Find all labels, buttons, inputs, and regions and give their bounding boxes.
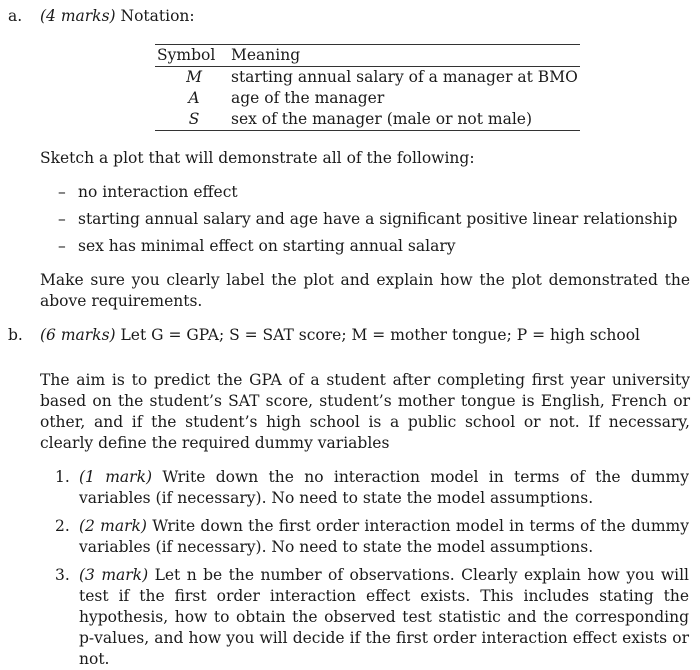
part-a-heading: [40, 6, 195, 27]
part-a-note: Make sure you clearly label the plot and explain how the plot demonstrated the above requirements.: [40, 271, 690, 310]
list-item: [79, 565, 689, 670]
bullet-dash: –: [58, 237, 66, 255]
bullet-item: no interaction effect: [78, 183, 238, 201]
bullet-item: sex has minimal effect on starting annual salary: [78, 237, 456, 255]
part-b-label: b.: [8, 326, 23, 344]
item-text: Write down the first order interaction model in terms of the dummy variables (if necessary). No need to state the model assumptions.: [79, 517, 690, 556]
part-a-instruction: Sketch a plot that will demonstrate all of the following:: [40, 149, 475, 167]
bullet-item: starting annual salary and age have a significant positive linear relationship: [78, 210, 678, 228]
bullet-dash: –: [58, 210, 66, 228]
item-text: Let n be the number of observations. Clearly explain how you will test if the first order interaction effect exists. This includes stating the hypothesis, how to obtain the observed test statistic and the corresponding p-values, and how you will decide if the first order interaction effect exists or not.: [79, 566, 689, 668]
item-marks: (3 mark): [79, 566, 149, 584]
item-number: 1.: [55, 468, 70, 486]
notation-header-row: [155, 45, 580, 67]
item-number: 3.: [55, 566, 70, 584]
symbol-cell: S: [155, 109, 231, 131]
meaning-cell: starting annual salary of a manager at BMO: [231, 68, 578, 86]
part-b-definitions: Let G = GPA; S = SAT score; M = mother tongue; P = high school: [120, 326, 640, 344]
meaning-cell: age of the manager: [231, 89, 385, 107]
part-b-heading: [40, 325, 640, 346]
part-a-title: Notation:: [120, 7, 195, 25]
list-item: [79, 516, 689, 558]
meaning-cell: sex of the manager (male or not male): [231, 109, 580, 131]
part-a-marks: (4 marks): [40, 7, 116, 25]
part-b-aim: The aim is to predict the GPA of a student after completing first year university based on the student’s SAT score, student’s mother tongue is English, French or other, and if the student’s high school is a public school or not. If necessary, clearly define the required dummy variables: [40, 371, 690, 452]
table-row: [155, 88, 580, 109]
table-row: [155, 67, 580, 89]
list-item: [79, 467, 689, 509]
item-marks: (2 mark): [79, 517, 147, 535]
item-text: Write down the no interaction model in terms of the dummy variables (if necessary). No need to state the model assumptions.: [79, 468, 689, 507]
table-row: [155, 109, 580, 131]
item-number: 2.: [55, 517, 70, 535]
item-marks: (1 mark): [79, 468, 153, 486]
part-a-label: a.: [8, 7, 23, 25]
symbol-cell: A: [188, 89, 200, 107]
meaning-header: Meaning: [231, 45, 580, 67]
bullet-dash: –: [58, 183, 66, 201]
notation-table: [155, 44, 580, 131]
part-b-marks: (6 marks): [40, 326, 116, 344]
symbol-cell: M: [186, 68, 202, 86]
symbol-header: Symbol: [155, 45, 231, 67]
